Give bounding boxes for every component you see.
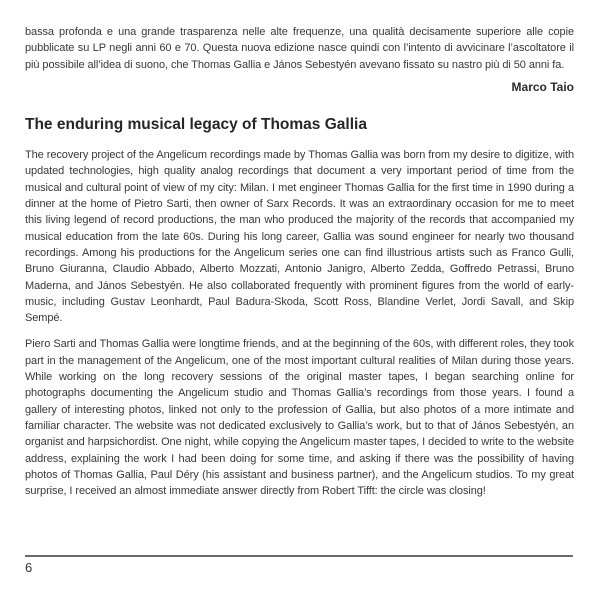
intro-paragraph: bassa profonda e una grande trasparenza nelle alte frequenze, una qualità decisamente superiore alle copie pubblicate su LP negli anni 60 e 70. Questa nuova edizione nasce quindi con l’intento di avvicinare l’ascoltatore il più possibile all’idea di suono, che Thomas Gallia e János Sebestyén avevano fissato su nastro più di 50 anni fa.: [25, 26, 574, 71]
footer-divider: [25, 555, 573, 557]
author-byline: Marco Taio: [511, 79, 574, 94]
page-content: [25, 24, 574, 499]
article-paragraph: Piero Sarti and Thomas Gallia were longtime friends, and at the beginning of the 60s, with different roles, they took part in the management of the Angelicum, one of the most important cultural realities of Milan during those years. While working on the long recovery sessions of the original master tapes, I began searching online for photographs documenting the Angelicum studio and Thomas Gallia’s recordings from those years. I found a gallery of interesting photos, linked not only to the profession of Gallia, but also photos of a more intimate and familiar character. The website was not dedicated exclusively to Gallia’s work, but to that of János Sebestyén, an organist and harpsichordist. One night, while copying the Angelicum master tapes, I decided to write to the website address, explaining the work I had been doing for some time, and asking if there was the possibility of having photos of Thomas Gallia, Paul Déry (his assistant and business partner), and the Angelicum studios. To my great surprise, I received an almost immediate answer directly from Robert Tifft: the circle was closing!: [25, 338, 574, 498]
article-heading: The enduring musical legacy of Thomas Gallia: [25, 116, 367, 134]
article-paragraph: The recovery project of the Angelicum recordings made by Thomas Gallia was born from my desire to digitize, with updated technologies, high quality analog recordings that document a very important period of time from the musical and cultural point of view of my city: Milan. I met engineer Thomas Gallia for the first time in 1990 during a dinner at the home of Pietro Sarti, then owner of Sarx Records. It was an extraordinary occasion for me to meet this living legend of record productions, the man who produced the majority of the records that accompanied my musical education from the late 60s. During his long career, Gallia was sound engineer for nearly two thousand recordings. Among his productions for the Angelicum series one can find illustrious artists such as Franco Gulli, Bruno Giuranna, Claudio Abbado, Alberto Mozzati, Antonio Janigro, Alberto Zedda, Goffredo Petrassi, Bruno Maderna, and János Sebestyén. He also collaborated frequently with prominent figures from the world of early-music, including Gustav Leonhardt, Paul Badura-Skoda, Scott Ross, Blandine Verlet, Jordi Savall, and Skip Sempé.: [25, 149, 574, 325]
page-number: 6: [25, 560, 33, 575]
